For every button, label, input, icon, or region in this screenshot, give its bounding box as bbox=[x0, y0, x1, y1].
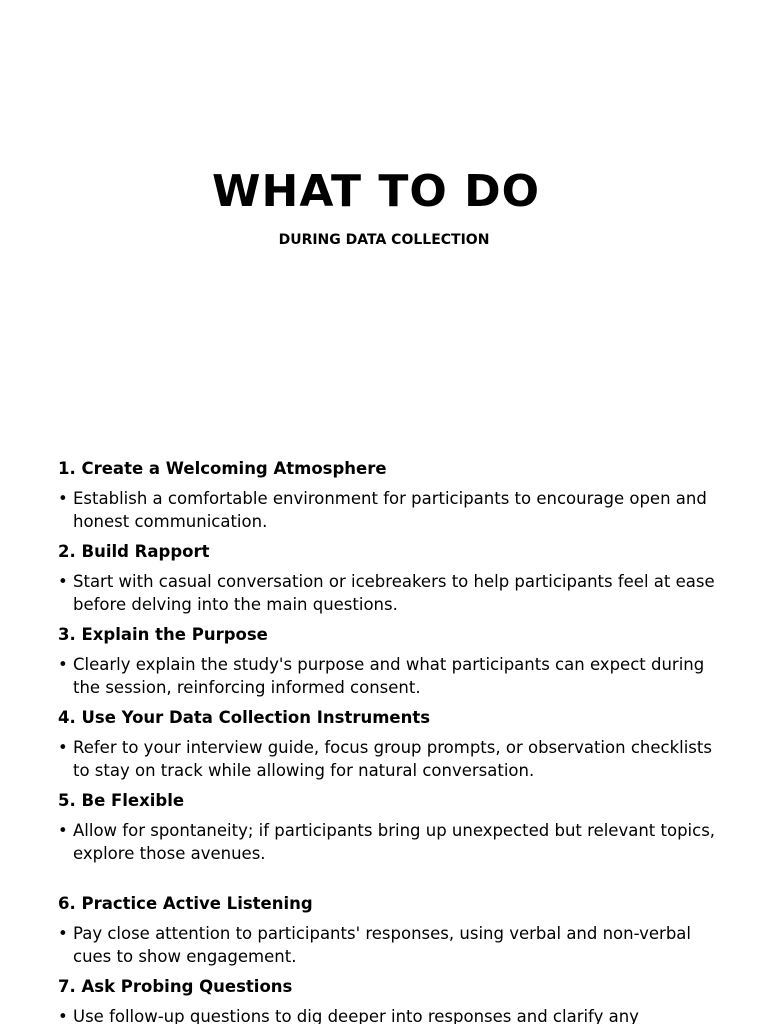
bullet-icon: • bbox=[58, 572, 68, 591]
bullet-text: Refer to your interview guide, focus group prompts, or observation checklists to stay on track while allowing for natural conversation. bbox=[73, 738, 712, 780]
bullet-text: Allow for spontaneity; if participants bring up unexpected but relevant topics, explore those avenues. bbox=[73, 821, 716, 863]
bullet-text: Pay close attention to participants' responses, using verbal and non-verbal cues to show engagement. bbox=[73, 924, 691, 966]
bullet-icon: • bbox=[58, 1007, 68, 1024]
section-list bbox=[58, 456, 718, 1024]
section-item bbox=[58, 456, 718, 533]
section-heading: 2. Build Rapport bbox=[58, 542, 210, 561]
bullet-icon: • bbox=[58, 655, 68, 674]
section-heading: 1. Create a Welcoming Atmosphere bbox=[58, 459, 387, 478]
page-subtitle: DURING DATA COLLECTION bbox=[278, 232, 490, 248]
section-heading: 3. Explain the Purpose bbox=[58, 625, 268, 644]
bullet-item bbox=[58, 1006, 718, 1024]
section-item bbox=[58, 788, 718, 865]
section-heading: 6. Practice Active Listening bbox=[58, 894, 313, 913]
bullet-icon: • bbox=[58, 738, 68, 757]
bullet-item bbox=[58, 923, 718, 968]
bullet-item bbox=[58, 488, 718, 533]
bullet-item bbox=[58, 737, 718, 782]
bullet-icon: • bbox=[58, 489, 68, 508]
section-heading: 7. Ask Probing Questions bbox=[58, 977, 293, 996]
section-item bbox=[58, 891, 718, 968]
bullet-item bbox=[58, 571, 718, 616]
bullet-item bbox=[58, 820, 718, 865]
section-item bbox=[58, 705, 718, 782]
page-title: WHAT TO DO bbox=[212, 166, 540, 217]
section-item bbox=[58, 974, 718, 1024]
bullet-icon: • bbox=[58, 821, 68, 840]
bullet-text: Clearly explain the study's purpose and what participants can expect during the session, reinforcing informed consent. bbox=[73, 655, 705, 697]
section-item bbox=[58, 539, 718, 616]
bullet-text: Use follow-up questions to dig deeper into responses and clarify any bbox=[73, 1007, 639, 1024]
section-heading: 4. Use Your Data Collection Instruments bbox=[58, 708, 431, 727]
section-heading: 5. Be Flexible bbox=[58, 791, 185, 810]
bullet-icon: • bbox=[58, 924, 68, 943]
bullet-text: Start with casual conversation or icebreakers to help participants feel at ease before delving into the main questions. bbox=[73, 572, 715, 614]
section-item bbox=[58, 622, 718, 699]
bullet-item bbox=[58, 654, 718, 699]
bullet-text: Establish a comfortable environment for participants to encourage open and honest communication. bbox=[73, 489, 707, 531]
